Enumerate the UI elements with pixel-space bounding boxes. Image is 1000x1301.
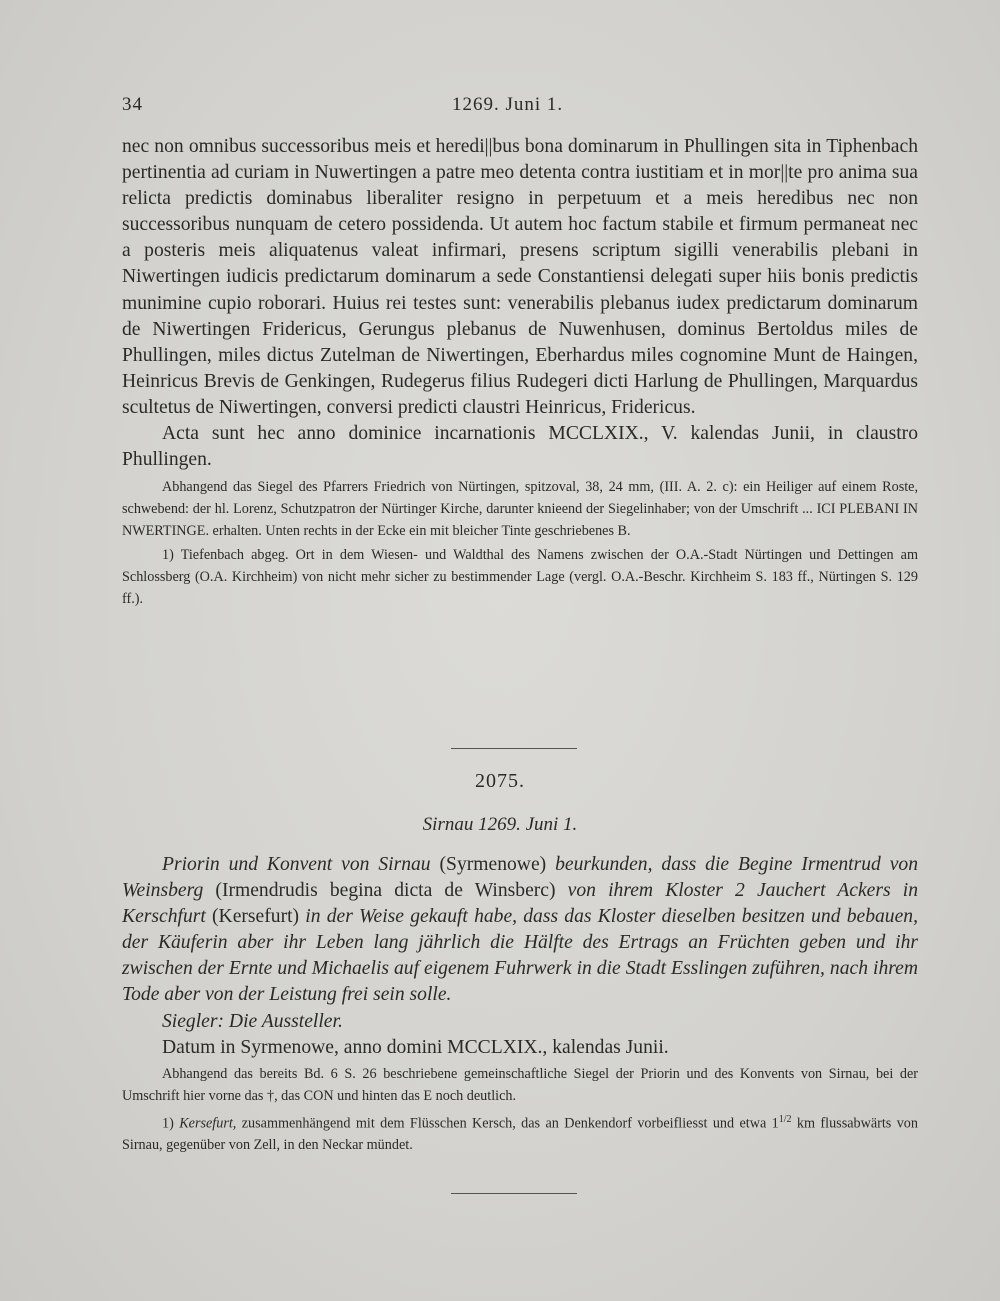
regest-segment: Priorin und Konvent von Sirnau <box>162 854 431 875</box>
footnote-marker: 1) <box>162 1115 180 1132</box>
section-divider <box>451 1193 577 1194</box>
apparatus-2075 <box>122 1063 918 1157</box>
footnote-1: 1) Tiefenbach abgeg. Ort in dem Wiesen- und Waldthal des Namens zwischen der O.A.-Stadt Nürtingen und Dettingen am Schlossberg (O.A. Kirchheim) von nicht mehr sicher zu bestimmender Lage (vergl. O.A.-Beschr. Kirchheim S. 183 ff., Nürtingen S. 129 ff.). <box>122 547 918 608</box>
apparatus-2074 <box>122 476 918 610</box>
footnote-fraction: 1/2 <box>778 1113 792 1125</box>
running-title: 1269. Juni 1. <box>452 94 564 115</box>
charter-dating-paragraph: Acta sunt hec anno dominice incarnationis MCCLXIX., V. kalendas Junii, in claustro Phullingen. <box>122 423 918 471</box>
regest-segment: (Irmendrudis begina dicta de Winsberc) <box>203 880 568 902</box>
charter-2075-text <box>122 852 918 1156</box>
regest-segment: von ihrem Kloster 2 Jauchert Ackers in Kerschfurt <box>122 880 918 928</box>
charter-body-paragraph: nec non omnibus successoribus meis et heredi||bus bona dominarum in Phullingen sita in Tiphenbach pertinentia ad curiam in Nuwertingen a patre meo detenta contra iustitiam et in mor||te pro anima sua relicta predictis dominabus liberaliter resigno in perpetuum et a meis heredibus nec non successoribus nunquam de cetero possidenda. Ut autem hoc factum stabile et firmum permaneat nec a posteris meis aliquatenus valeat infirmari, presens scriptum sigilli venerabilis plebani in Niwertingen iudicis predictarum dominarum a sede Constantiensi delegati super hiis bonis predictis munimine cupio roborari. Huius rei testes sunt: venerabilis plebanus iudex predictarum dominarum de Niwertingen Fridericus, Gerungus plebanus de Nuwenhusen, dominus Bertoldus miles de Phullingen, miles dictus Zutelman de Niwertingen, Eberhardus miles cognomine Munt de Haingen, Heinricus Brevis de Genkingen, Rudegerus filius Rudegeri dicti Harlung de Phullingen, Marquardus scultetus de Niwertingen, conversi predicti claustri Heinricus, Fridericus. <box>122 136 918 418</box>
regest-segment: beurkunden, dass die Begine Irmentrud von Weinsberg <box>122 854 918 902</box>
regest-segment: in der Weise gekauft habe, dass das Kloster dieselben besitzen und bebauen, der Käuferin aber ihr Leben lang jährlich die Hälfte des Ertrags an Früchten geben und ihr zwischen der Ernte und Michaelis auf eigenem Fuhrwerk in die Stadt Esslingen zuführen, nach ihrem Tode aber von der Leistung frei sein solle. <box>122 906 918 1006</box>
seal-description: Abhangend das Siegel des Pfarrers Friedrich von Nürtingen, spitzoval, 38, 24 mm, (III. A. 2. c): ein Heiliger auf einem Roste, schwebend: der hl. Lorenz, Schutzpatron der Nürtinger Kirche, darunter knieend der Siegelinhaber; von der Umschrift ... ICI PLEBANI IN NWERTINGE. erhalten. Unten rechts in der Ecke ein mit bleicher Tinte geschriebenes B. <box>122 479 918 540</box>
sealer-line: Siegler: Die Aussteller. <box>162 1010 343 1032</box>
footnote-tail: km flussabwärts von Sirnau, gegenüber von Zell, in den Neckar mündet. <box>122 1115 918 1154</box>
running-header <box>122 94 918 118</box>
page-number: 34 <box>122 94 143 115</box>
place-date-line: Sirnau 1269. Juni 1. <box>422 814 578 835</box>
regest-segment: (Kersefurt) <box>205 906 306 928</box>
footnote-1 <box>122 1109 918 1157</box>
charter-2074-text <box>122 134 918 610</box>
seal-description: Abhangend das bereits Bd. 6 S. 26 beschriebene gemeinschaftliche Siegel der Priorin und des Konvents von Sirnau, bei der Umschrift hier vorne das †, das CON und hinten das E noch deutlich. <box>122 1065 918 1104</box>
regest-summary <box>122 852 918 1009</box>
footnote-text: zusammenhängend mit dem Flüsschen Kersch, das an Denkendorf vorbeifliesst und etwa 1 <box>236 1115 779 1132</box>
section-divider <box>451 748 577 749</box>
document-number: 2075. <box>475 770 525 792</box>
dating-clause: Datum in Syrmenowe, anno domini MCCLXIX., kalendas Junii. <box>162 1036 669 1058</box>
footnote-term: Kersefurt, <box>179 1115 237 1132</box>
regest-segment: (Syrmenowe) <box>430 854 556 875</box>
